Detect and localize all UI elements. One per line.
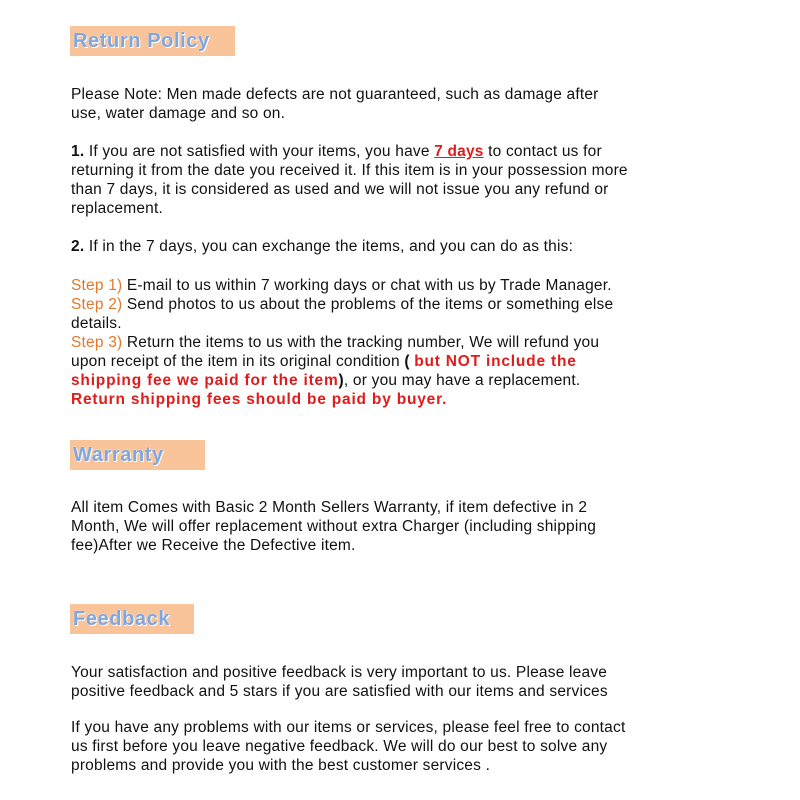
feedback-line: If you have any problems with our items or services, please feel free to contact	[71, 719, 626, 736]
item-number: 2.	[71, 238, 85, 255]
warranty-heading: Warranty	[70, 440, 205, 470]
step-label: Step 2)	[71, 296, 123, 313]
note-line: use, water damage and so on.	[71, 105, 286, 122]
return-policy-heading: Return Policy	[70, 26, 235, 56]
feedback-paragraph-2	[71, 718, 771, 775]
item1-text: to contact us for	[483, 143, 602, 160]
warranty-line: Month, We will offer replacement without extra Charger (including shipping	[71, 518, 597, 535]
item1-line: than 7 days, it is considered as used and we will not issue you any refund or	[71, 181, 609, 198]
step-label: Step 1)	[71, 277, 123, 294]
policy-item-2	[71, 237, 771, 256]
step-2-continued: details.	[71, 315, 122, 332]
feedback-line: positive feedback and 5 stars if you are satisfied with our items and services	[71, 683, 608, 700]
not-include-note: but NOT include the	[414, 353, 577, 370]
paren-open: (	[404, 353, 415, 370]
paren-close: )	[338, 372, 344, 389]
warranty-line: All item Comes with Basic 2 Month Sellers Warranty, if item defective in 2	[71, 499, 588, 516]
step-3-line-3	[71, 371, 771, 390]
seven-days-highlight: 7 days	[434, 143, 484, 160]
step-text: E-mail to us within 7 working days or chat with us by Trade Manager.	[122, 277, 612, 294]
feedback-paragraph-1	[71, 663, 771, 701]
note-line: Please Note: Men made defects are not guaranteed, such as damage after	[71, 86, 599, 103]
steps-list	[71, 276, 771, 409]
item1-line	[71, 142, 771, 161]
item2-text: If in the 7 days, you can exchange the items, and you can do as this:	[84, 238, 574, 255]
return-fee-note: Return shipping fees should be paid by buyer.	[71, 391, 448, 408]
step-3-line-2	[71, 352, 771, 371]
step-label: Step 3)	[71, 334, 123, 351]
policy-item-1	[71, 142, 771, 218]
step-1	[71, 276, 771, 295]
note-paragraph	[71, 85, 771, 123]
item2-line	[71, 237, 771, 256]
step-text: Return the items to us with the tracking number, We will refund you	[122, 334, 600, 351]
feedback-line: Your satisfaction and positive feedback is very important to us. Please leave	[71, 664, 608, 681]
feedback-line: problems and provide you with the best customer services .	[71, 757, 491, 774]
item1-text: If you are not satisfied with your items, you have	[84, 143, 435, 160]
step-2	[71, 295, 771, 314]
item1-line: replacement.	[71, 200, 164, 217]
feedback-line: us first before you leave negative feedback. We will do our best to solve any	[71, 738, 608, 755]
warranty-line: fee)After we Receive the Defective item.	[71, 537, 356, 554]
step-3	[71, 333, 771, 352]
item1-line: returning it from the date you received it. If this item is in your possession more	[71, 162, 628, 179]
shipping-fee-note: shipping fee we paid for the item	[71, 372, 339, 389]
warranty-paragraph	[71, 498, 771, 555]
step-text: upon receipt of the item in its original condition	[71, 353, 405, 370]
feedback-heading: Feedback	[70, 604, 194, 634]
step-text: Send photos to us about the problems of the items or something else	[122, 296, 614, 313]
step-text: , or you may have a replacement.	[343, 372, 581, 389]
item-number: 1.	[71, 143, 85, 160]
